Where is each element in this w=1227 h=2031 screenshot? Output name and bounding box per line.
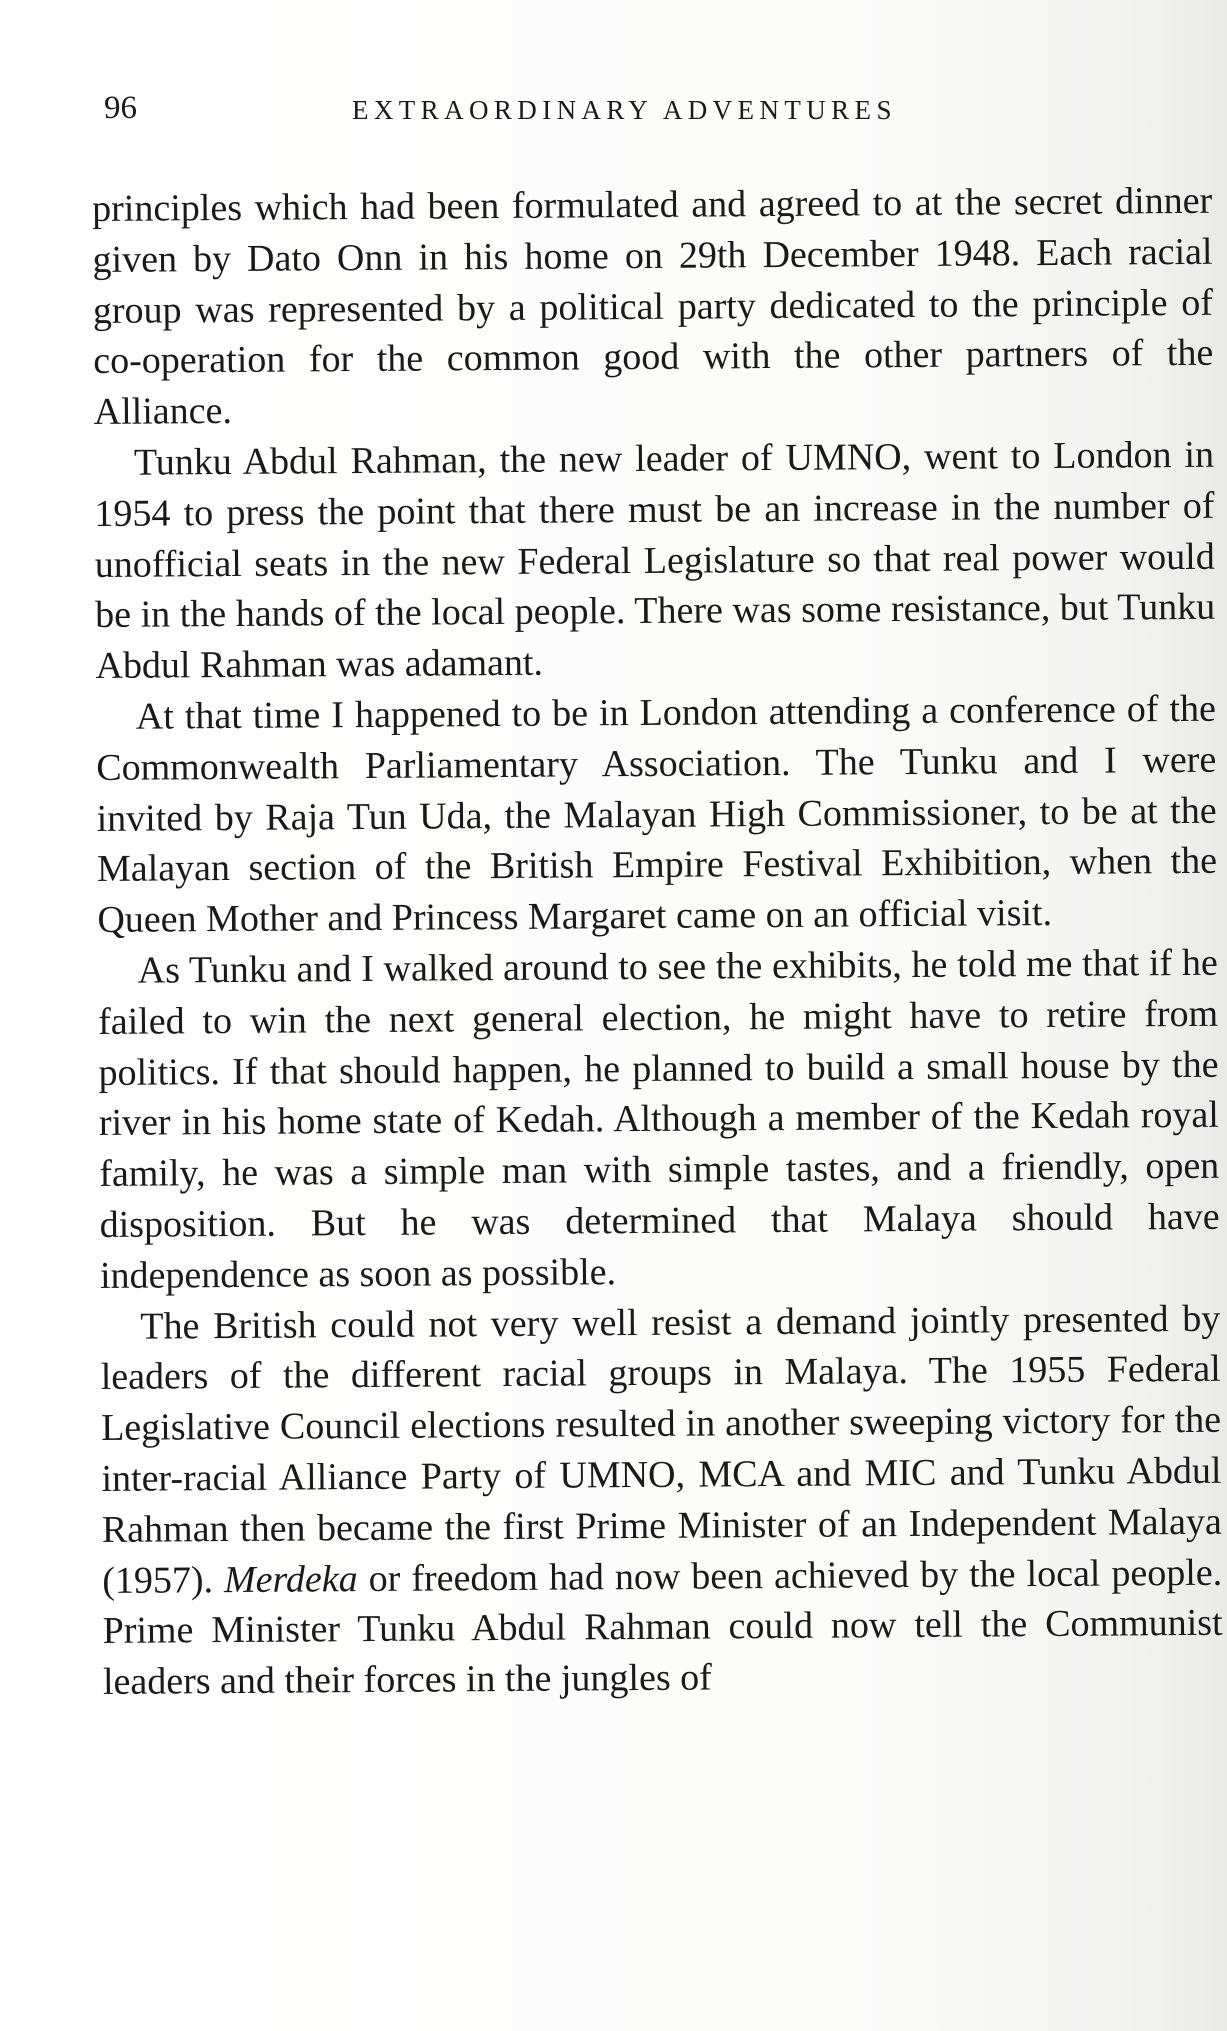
paragraph-4: As Tunku and I walked around to see the exhibits, he told me that if he failed to win the next general election, he might have to retire from politics. If that should happen, he planned to build a small house by the river in his home state of Kedah. Although a member of the Kedah royal family, he was a simple man with simple tastes, and a friendly, open disposition. But he was determined that Malaya should have independence as soon as possible. <box>97 941 1220 1297</box>
page-number: 96 <box>104 90 137 126</box>
running-title: EXTRAORDINARY ADVENTURES <box>352 95 897 125</box>
italic-term: Merdeka <box>223 1557 358 1601</box>
paragraph-2: Tunku Abdul Rahman, the new leader of UMNO, went to London in 1954 to press the point that there must be an increase in the number of unofficial seats in the new Federal Legislature so that real power would be in the hands of the local people. There was some resistance, but Tunku Abdul Rahman was adamant. <box>94 433 1216 688</box>
paragraph-3: At that time I happened to be in London attending a conference of the Commonwealth Parliamentary Association. The Tunku and I were invited by Raja Tun Uda, the Malayan High Commissioner, to be at the Malayan section of the British Empire Festival Exhibition, when the Queen Mother and Princess Margaret came on an official visit. <box>96 687 1218 942</box>
body-text <box>92 176 1223 1708</box>
paragraph-5-text-after: or freedom had now been achieved by the local people. Prime Minister Tunku Abdul Rahman could now tell the Communist leaders and their forces in the jungles of <box>102 1551 1223 1704</box>
page-header <box>104 86 1114 130</box>
paragraph-1: principles which had been formulated and agreed to at the secret dinner given by Dato Onn in his home on 29th December 1948. Each racial group was represented by a political party dedicated to the principle of co-operation for the common good with the other partners of the Alliance. <box>92 179 1214 434</box>
paragraph-5 <box>100 1293 1223 1708</box>
paragraph-5-text-before: The British could not very well resist a demand jointly presented by leaders of the different racial groups in Malaya. The 1955 Federal Legislative Council elections resulted in another sweeping victory for the inter-racial Alliance Party of UMNO, MCA and MIC and Tunku Abdul Rahman then became the first Prime Minister of an Independent Malaya (1957). <box>100 1297 1222 1602</box>
